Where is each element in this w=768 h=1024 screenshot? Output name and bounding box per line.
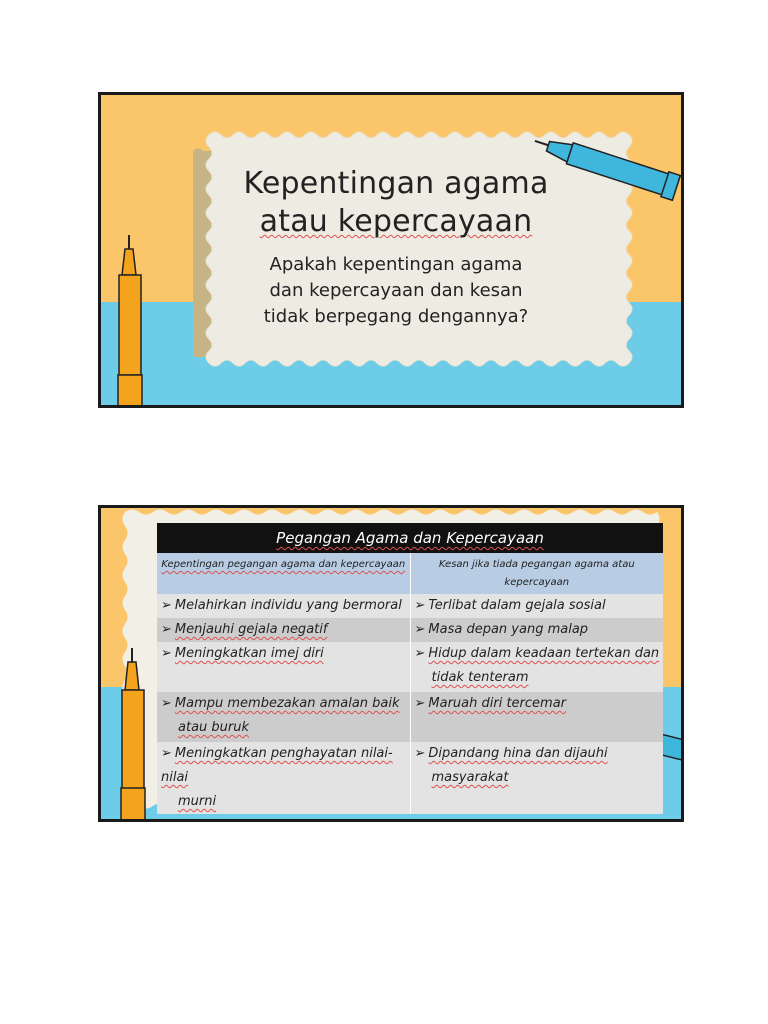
card-decoration [101, 95, 681, 405]
arrow-bullet-icon: ➢ [414, 598, 426, 613]
column-header-importance: Kepentingan pegangan agama dan kepercayaan [157, 553, 410, 594]
arrow-bullet-icon: ➢ [161, 696, 172, 711]
arrow-bullet-icon: ➢ [414, 646, 426, 661]
orange-pen-icon [118, 235, 142, 405]
slide-1 [98, 92, 684, 408]
table-cell-left: ➢ Mampu membezakan amalan baik atau buruk [157, 692, 410, 742]
table-cell-left: ➢ Menjauhi gejala negatif [157, 618, 410, 642]
table-row [157, 692, 663, 742]
arrow-bullet-icon: ➢ [161, 746, 172, 761]
arrow-bullet-icon: ➢ [161, 646, 172, 661]
title-line-2: atau kepercayaan [259, 204, 533, 239]
arrow-bullet-icon: ➢ [414, 622, 426, 637]
table-cell-right: ➢ Maruah diri tercemar [410, 692, 663, 742]
table-cell-right: ➢ Masa depan yang malap [410, 618, 663, 642]
table-cell-right: ➢ Dipandang hina dan dijauhi masyarakat [410, 742, 663, 814]
table-row [157, 618, 663, 642]
table-row [157, 742, 663, 814]
arrow-bullet-icon: ➢ [414, 746, 426, 761]
comparison-table [157, 523, 663, 814]
column-header-effects-line-2: kepercayaan [504, 577, 570, 588]
table-cell-left: ➢ Meningkatkan penghayatan nilai-nilai murni [157, 742, 410, 814]
question-line-3: tidak berpegang dengannya? [263, 306, 529, 327]
title-line-1: Kepentingan agama [243, 166, 549, 201]
slide-2 [98, 505, 684, 822]
column-header-effects [410, 553, 663, 594]
table-row [157, 594, 663, 618]
slide-question [209, 252, 583, 330]
question-line-1: Apakah kepentingan agama [269, 254, 523, 275]
arrow-bullet-icon: ➢ [161, 598, 172, 613]
table-row [157, 642, 663, 692]
table-title: Pegangan Agama dan Kepercayaan [157, 523, 663, 553]
slide-title [211, 165, 581, 241]
table-cell-right: ➢ Terlibat dalam gejala sosial [410, 594, 663, 618]
table-cell-right: ➢ Hidup dalam keadaan tertekan dan tidak tenteram [410, 642, 663, 692]
arrow-bullet-icon: ➢ [414, 696, 426, 711]
question-line-2: dan kepercayaan dan kesan [269, 280, 523, 301]
arrow-bullet-icon: ➢ [161, 622, 172, 637]
table-cell-left: ➢ Meningkatkan imej diri [157, 642, 410, 692]
column-header-effects-line-1: Kesan jika tiada pegangan agama atau [438, 559, 635, 570]
table-cell-left: ➢ Melahirkan individu yang bermoral [157, 594, 410, 618]
